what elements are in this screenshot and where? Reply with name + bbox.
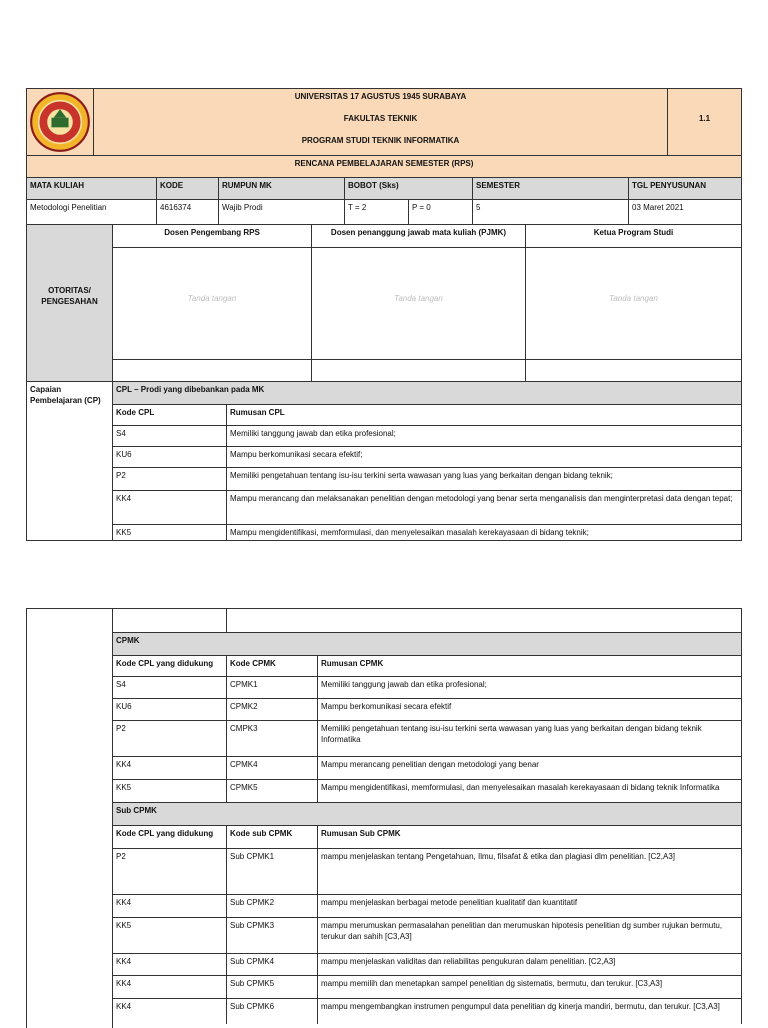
sub-cpmk-row-text: mampu menjelaskan berbagai metode penelitian kualitatif dan kuantitatif [317, 894, 742, 918]
cpmk-row-cpl: S4 [112, 676, 227, 699]
course-tgl: 03 Maret 2021 [628, 199, 742, 225]
document-code-value: 1.1 [698, 114, 711, 123]
cpmk-row-text: Mampu berkomunikasi secara efektif [317, 698, 742, 721]
course-rumpun: Wajib Prodi [218, 199, 345, 225]
cpmk-section-title: CPMK [112, 632, 742, 656]
cpmk-row-cpl: P2 [112, 720, 227, 757]
cpl-col-rumusan: Rumusan CPL [226, 404, 742, 426]
cpmk-col-cpl: Kode CPL yang didukung [112, 655, 227, 677]
sub-cpmk-row-cpl: KK4 [112, 975, 227, 999]
cpl-row-text: Memiliki tanggung jawab dan etika profesional; [226, 425, 742, 447]
sub-cpmk-col-rumusan: Rumusan Sub CPMK [317, 825, 742, 849]
cpl-row-text: Mampu mengidentifikasi, memformulasi, dan menyelesaikan masalah kerekayasaan di bidang teknik; [226, 524, 742, 541]
otoritas-label [26, 224, 113, 382]
sub-cpmk-row-kode: Sub CPMK5 [226, 975, 318, 999]
otoritas-col-pjmk: Dosen penanggung jawab mata kuliah (PJMK) [311, 224, 526, 248]
sub-cpmk-row-cpl: KK4 [112, 953, 227, 976]
name-box-pengembang [112, 359, 312, 382]
cpmk-row-kode: CPMK1 [226, 676, 318, 699]
header-tgl: TGL PENYUSUNAN [628, 177, 742, 200]
document-code [667, 88, 742, 156]
program-name: PROGRAM STUDI TEKNIK INFORMATIKA [301, 136, 460, 145]
header-mata-kuliah: MATA KULIAH [26, 177, 157, 200]
course-semester: 5 [472, 199, 629, 225]
cpl-section-title: CPL – Prodi yang dibebankan pada MK [112, 381, 742, 405]
page-2-empty-cell [226, 608, 742, 633]
cp-label [26, 381, 113, 541]
cpmk-row-kode: CPMK5 [226, 779, 318, 803]
cpmk-row-kode: CPMK2 [226, 698, 318, 721]
cpmk-row-kode: CPMK4 [226, 756, 318, 780]
sub-cpmk-row-text: mampu merumuskan permasalahan penelitian dan merumuskan hipotesis penelitian dg sumber rujukan bermutu, terukur dan sahih [C3,A3] [317, 917, 742, 954]
sub-cpmk-row-kode: Sub CPMK6 [226, 998, 318, 1024]
cpmk-col-kode: Kode CPMK [226, 655, 318, 677]
cpmk-row-text: Memiliki tanggung jawab dan etika profesional; [317, 676, 742, 699]
sub-cpmk-row-kode: Sub CPMK4 [226, 953, 318, 976]
sub-cpmk-row-cpl: P2 [112, 848, 227, 895]
cpl-row-kode: KK4 [112, 490, 227, 525]
cpmk-col-rumusan: Rumusan CPMK [317, 655, 742, 677]
cpl-row-text: Memiliki pengetahuan tentang isu-isu terkini serta wawasan yang luas yang berkaitan dengan bidang teknik; [226, 467, 742, 491]
sub-cpmk-row-cpl: KK4 [112, 894, 227, 918]
sub-cpmk-row-cpl: KK4 [112, 998, 227, 1024]
signature-box-kaprodi[interactable] [525, 247, 742, 360]
signature-box-pjmk[interactable] [311, 247, 526, 360]
document-title: RENCANA PEMBELAJARAN SEMESTER (RPS) [26, 155, 742, 178]
page-2-left-border [26, 608, 113, 1028]
otoritas-col-kaprodi: Ketua Program Studi [525, 224, 742, 248]
header-bobot: BOBOT (Sks) [344, 177, 473, 200]
cpmk-row-kode: CMPK3 [226, 720, 318, 757]
header-kode: KODE [156, 177, 219, 200]
cpl-col-kode: Kode CPL [112, 404, 227, 426]
cpmk-row-cpl: KK4 [112, 756, 227, 780]
sub-cpmk-row-text: mampu mengembangkan instrumen pengumpul data penelitian dg kinerja mandiri, bermutu, dan terukur. [C3,A3] [317, 998, 742, 1024]
sub-cpmk-row-text: mampu memilih dan menetapkan sampel penelitian dg sistematis, bermutu, dan terukur. [C3,A3] [317, 975, 742, 999]
signature-placeholder: Tanda tangan [187, 294, 237, 303]
cpmk-row-text: Memiliki pengetahuan tentang isu-isu terkini serta wawasan yang luas yang berkaitan dengan bidang teknik Informatika [317, 720, 742, 757]
cp-label-text: Capaian Pembelajaran (CP) [30, 385, 101, 405]
institution-header [93, 88, 668, 156]
cpmk-row-cpl: KU6 [112, 698, 227, 721]
otoritas-label-text: OTORITAS/ PENGESAHAN [41, 286, 98, 306]
cpmk-row-cpl: KK5 [112, 779, 227, 803]
sub-cpmk-row-kode: Sub CPMK3 [226, 917, 318, 954]
faculty-name: FAKULTAS TEKNIK [343, 114, 418, 123]
sub-cpmk-col-kode: Kode sub CPMK [226, 825, 318, 849]
cpl-row-kode: P2 [112, 467, 227, 491]
sub-cpmk-row-text: mampu menjelaskan tentang Pengetahuan, Ilmu, filsafat & etika dan plagiasi dlm penelitian. [C2,A3] [317, 848, 742, 895]
cpmk-row-text: Mampu merancang penelitian dengan metodologi yang benar [317, 756, 742, 780]
sub-cpmk-col-cpl: Kode CPL yang didukung [112, 825, 227, 849]
name-box-pjmk [311, 359, 526, 382]
sub-cpmk-row-kode: Sub CPMK2 [226, 894, 318, 918]
cpl-row-kode: KU6 [112, 446, 227, 468]
cpl-row-text: Mampu berkomunikasi secara efektif; [226, 446, 742, 468]
cpl-row-kode: S4 [112, 425, 227, 447]
header-rumpun: RUMPUN MK [218, 177, 345, 200]
course-name: Metodologi Penelitian [26, 199, 157, 225]
cpmk-row-text: Mampu mengidentifikasi, memformulasi, dan menyelesaikan masalah kerekayasaan di bidang teknik Informatika [317, 779, 742, 803]
university-logo [28, 90, 92, 154]
course-bobot-t: T = 2 [344, 199, 409, 225]
sub-cpmk-row-kode: Sub CPMK1 [226, 848, 318, 895]
name-box-kaprodi [525, 359, 742, 382]
page-2-empty-cell [112, 608, 227, 633]
signature-box-pengembang[interactable] [112, 247, 312, 360]
sub-cpmk-section-title: Sub CPMK [112, 802, 742, 826]
header-semester: SEMESTER [472, 177, 629, 200]
course-kode: 4616374 [156, 199, 219, 225]
course-bobot-p: P = 0 [408, 199, 473, 225]
signature-placeholder: Tanda tangan [609, 294, 658, 303]
cpl-row-kode: KK5 [112, 524, 227, 541]
signature-placeholder: Tanda tangan [394, 294, 443, 303]
university-name: UNIVERSITAS 17 AGUSTUS 1945 SURABAYA [294, 92, 467, 101]
sub-cpmk-row-cpl: KK5 [112, 917, 227, 954]
otoritas-col-pengembang: Dosen Pengembang RPS [112, 224, 312, 248]
sub-cpmk-row-text: mampu menjelaskan validitas dan reliabilitas pengukuran dalam penelitian. [C2,A3] [317, 953, 742, 976]
cpl-row-text: Mampu merancang dan melaksanakan penelitian dengan metodologi yang benar serta menganalisis dan menginterpretasi data dengan tepat; [226, 490, 742, 525]
